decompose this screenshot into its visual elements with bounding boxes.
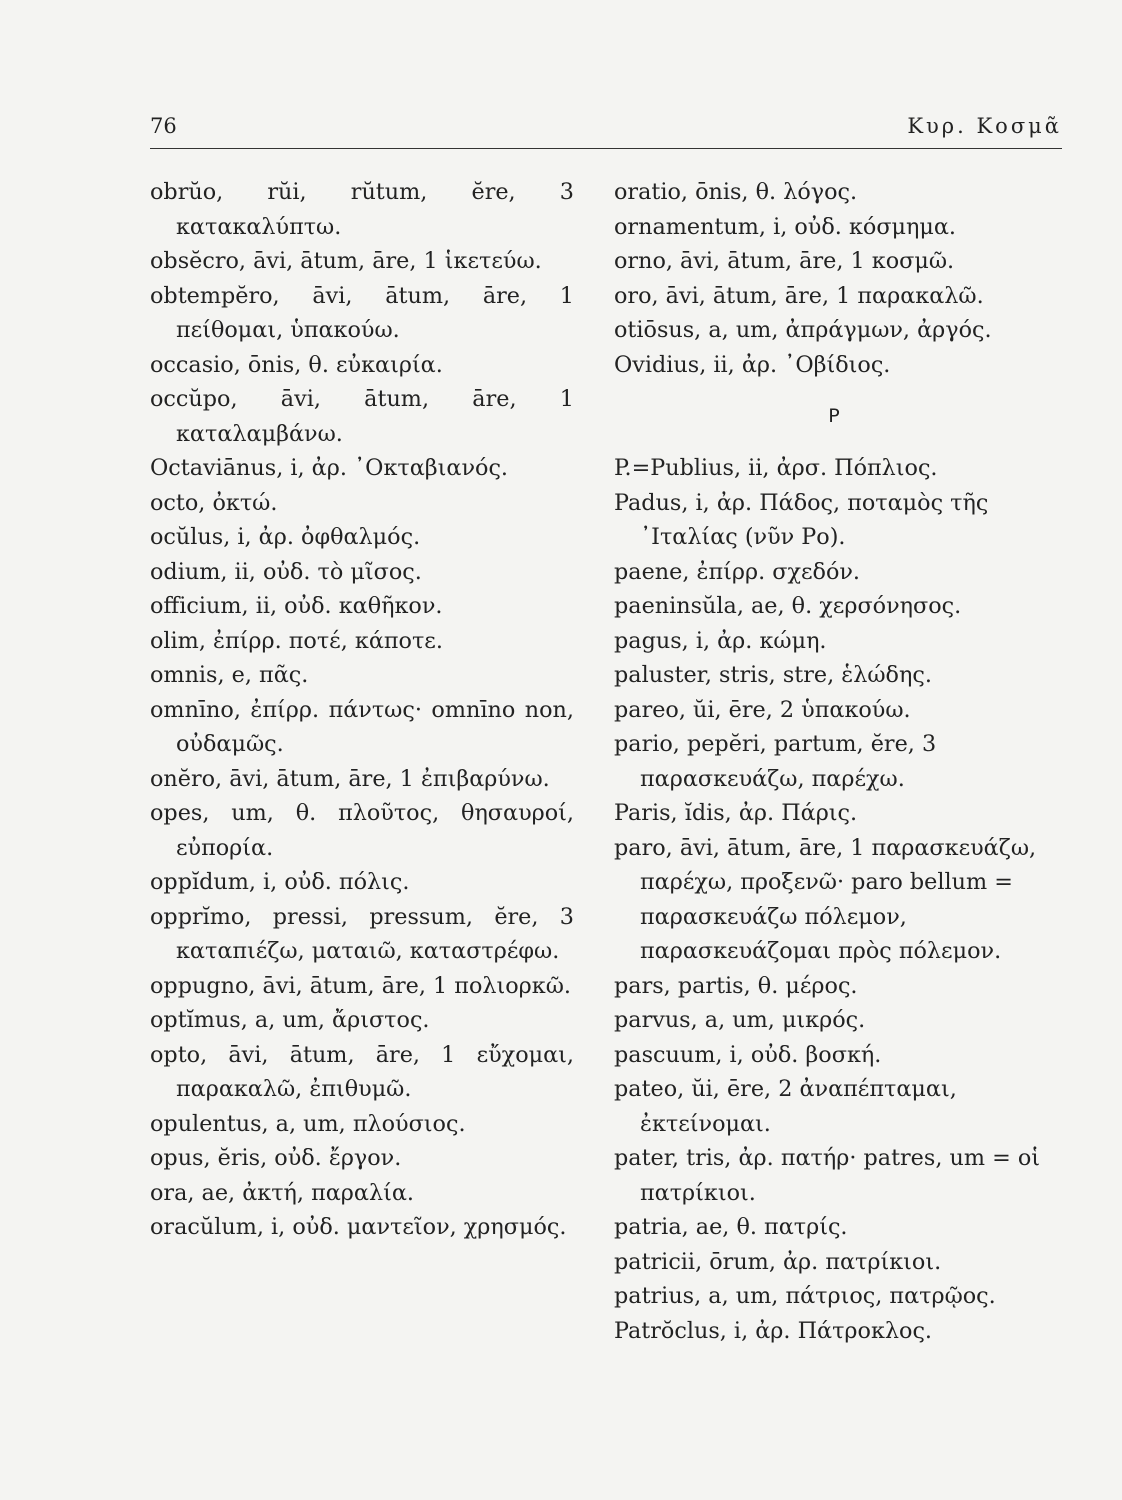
dictionary-entry: opulentus, a, um, πλούσιος. [150, 1110, 466, 1137]
dictionary-entry: Paris, ĭdis, ἀρ. Πάρις. [614, 800, 858, 826]
dictionary-entry: patricii, ōrum, ἀρ. πατρίκιοι. [614, 1248, 942, 1275]
dictionary-entry: pagus, i, ἀρ. κώμη. [614, 627, 827, 654]
dictionary-entry: oppĭdum, i, οὐδ. πόλις. [150, 869, 410, 895]
dictionary-entry: P.=Publius, ii, ἀρσ. Πόπλιος. [614, 455, 938, 481]
dictionary-entry: paluster, stris, stre, ἑλώδης. [614, 662, 932, 688]
dictionary-entry: Octaviānus, i, ἀρ. ᾿Οκταβιανός. [150, 455, 509, 481]
dictionary-entry: pascuum, i, οὐδ. βοσκή. [614, 1041, 882, 1068]
dictionary-entry: occŭpo, āvi, ātum, āre, 1 καταλαμβάνω. [150, 386, 574, 447]
dictionary-entry: otiōsus, a, um, ἀπράγμων, ἀργός. [614, 317, 992, 343]
dictionary-entry: pareo, ŭi, ēre, 2 ὑπακούω. [614, 696, 911, 723]
dictionary-entry: obsĕcro, āvi, ātum, āre, 1 ἱκετεύω. [150, 248, 542, 274]
dictionary-entry: opes, um, θ. πλοῦτος, θησαυροί, εὐπορία. [150, 800, 574, 861]
dictionary-entry: oracŭlum, i, οὐδ. μαντεῖον, χρησμός. [150, 1214, 567, 1240]
dictionary-entry: paro, āvi, ātum, āre, 1 παρασκευάζω, παρέχω, προξενῶ· paro bellum = παρασκευάζω πόλεμον, παρασκευάζομαι πρὸς πόλεμον. [614, 834, 1037, 964]
page-number: 76 [150, 114, 177, 138]
dictionary-entry: ocŭlus, i, ἀρ. ὀφθαλμός. [150, 524, 421, 550]
section-letter-heading: P [828, 405, 840, 427]
dictionary-entry: paeninsŭla, ae, θ. χερσόνησος. [614, 593, 962, 619]
running-title: Κυρ. Κοσμᾶ [907, 114, 1062, 138]
dictionary-entry: oratio, ōnis, θ. λόγος. [614, 179, 858, 205]
dictionary-entry: Ovidius, ii, ἀρ. ᾿Οβίδιος. [614, 351, 891, 378]
left-column [150, 175, 574, 1245]
dictionary-entry: oro, āvi, ātum, āre, 1 παρακαλῶ. [614, 282, 984, 309]
dictionary-entry: occasio, ōnis, θ. εὐκαιρία. [150, 351, 443, 378]
dictionary-entry: ora, ae, ἀκτή, παραλία. [150, 1179, 414, 1206]
dictionary-entry: orno, āvi, ātum, āre, 1 κοσμῶ. [614, 248, 955, 274]
dictionary-entry: pario, pepĕri, partum, ĕre, 3 παρασκευάζω, παρέχω. [614, 731, 937, 792]
dictionary-entry: ornamentum, i, οὐδ. κόσμημα. [614, 213, 957, 240]
dictionary-entry: octo, ὀκτώ. [150, 489, 278, 516]
dictionary-entry: pater, tris, ἀρ. πατήρ· patres, um = οἱ πατρίκιοι. [614, 1145, 1041, 1206]
dictionary-entry: omnīno, ἐπίρρ. πάντως· omnīno non, οὐδαμῶς. [150, 696, 574, 757]
dictionary-entry: opus, ĕris, οὐδ. ἔργον. [150, 1145, 402, 1171]
page-header [150, 114, 1062, 144]
dictionary-entry: pateo, ŭi, ēre, 2 ἀναπέπταμαι, ἐκτείνομαι. [614, 1076, 957, 1137]
dictionary-entry: Patrŏclus, i, ἀρ. Πάτροκλος. [614, 1317, 933, 1344]
dictionary-entry: parvus, a, um, μικρός. [614, 1007, 866, 1033]
dictionary-entry: opto, āvi, ātum, āre, 1 εὔχομαι, παρακαλῶ, ἐπιθυμῶ. [150, 1041, 574, 1102]
dictionary-entry: pars, partis, θ. μέρος. [614, 972, 858, 999]
dictionary-entry: optĭmus, a, um, ἄριστος. [150, 1007, 430, 1033]
dictionary-entry: officium, ii, οὐδ. καθῆκον. [150, 593, 443, 619]
right-column [614, 175, 1074, 1348]
dictionary-entry: obtempĕro, āvi, ātum, āre, 1 πείθομαι, ὑπακούω. [150, 282, 574, 343]
dictionary-entry: oppugno, āvi, ātum, āre, 1 πολιορκῶ. [150, 972, 571, 999]
dictionary-entry: patria, ae, θ. πατρίς. [614, 1214, 848, 1240]
dictionary-entry: patrius, a, um, πάτριος, πατρῷος. [614, 1283, 996, 1309]
dictionary-entry: omnis, e, πᾶς. [150, 662, 309, 688]
dictionary-entry: obrŭo, rŭi, rŭtum, ĕre, 3 κατακαλύπτω. [150, 179, 574, 240]
dictionary-entry: Padus, i, ἀρ. Πάδος, ποταμὸς τῆς ᾿Ιταλίας (νῦν Ρο). [614, 489, 989, 550]
dictionary-entry: olim, ἐπίρρ. ποτέ, κάποτε. [150, 627, 443, 654]
dictionary-entry: odium, ii, οὐδ. τὸ μῖσος. [150, 558, 422, 585]
dictionary-entry: opprĭmo, pressi, pressum, ĕre, 3 καταπιέζω, ματαιῶ, καταστρέφω. [150, 903, 574, 964]
header-rule [150, 148, 1062, 149]
dictionary-entry: onĕro, āvi, ātum, āre, 1 ἐπιβαρύνω. [150, 765, 550, 792]
dictionary-entry: paene, ἐπίρρ. σχεδόν. [614, 558, 861, 585]
